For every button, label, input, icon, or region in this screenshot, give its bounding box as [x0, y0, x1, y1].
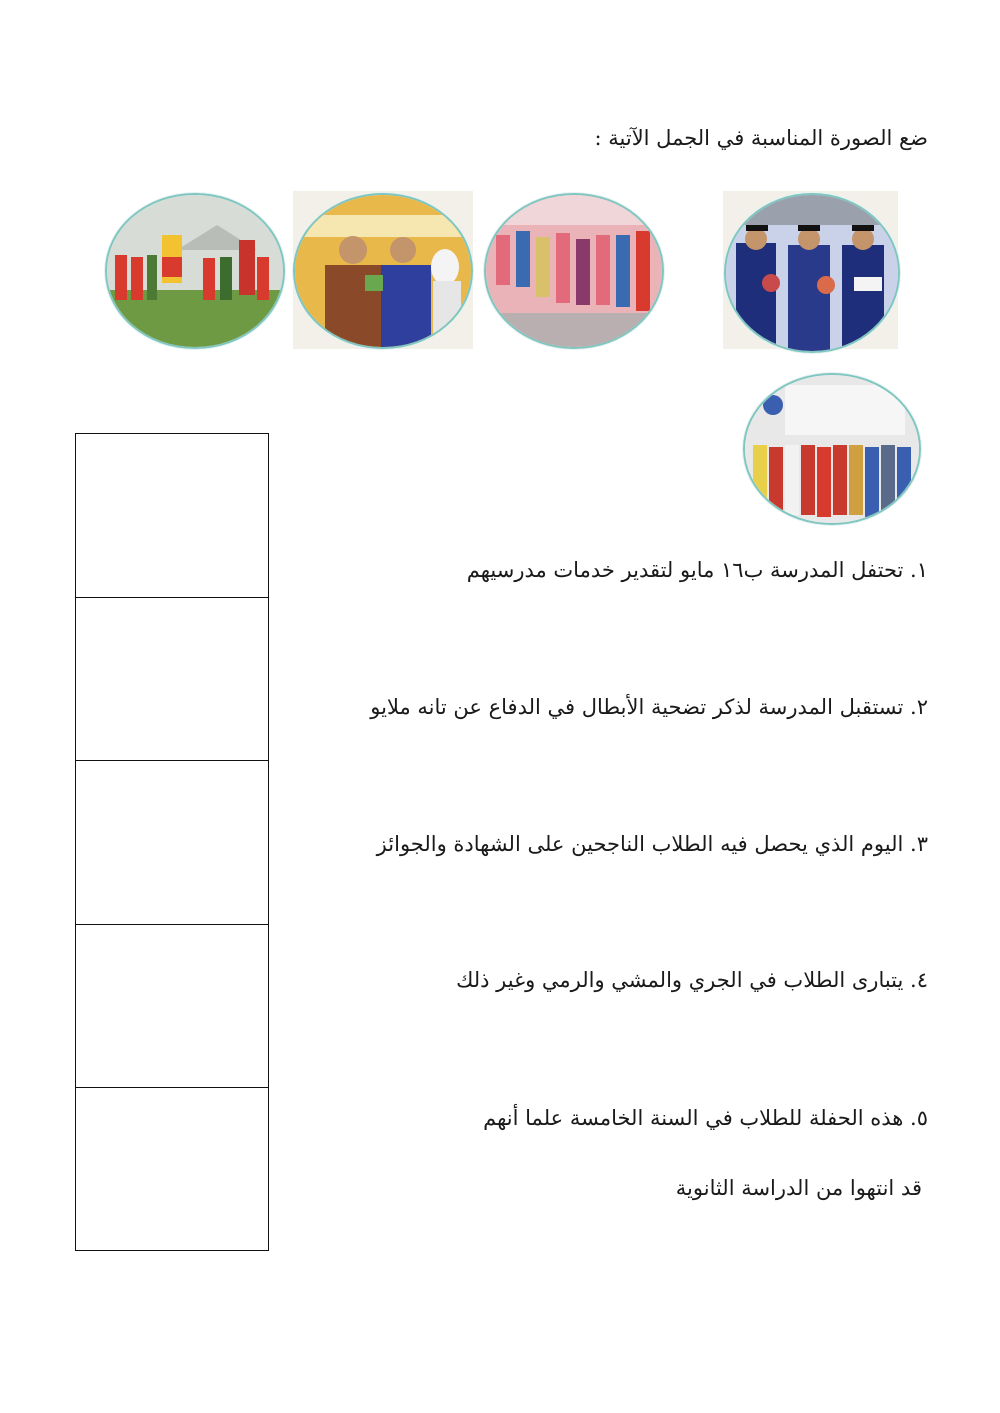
sports-day-illustration — [107, 195, 283, 347]
stage-group-illustration — [745, 375, 919, 523]
teacher-award-photo-icon[interactable] — [293, 193, 473, 349]
sentence-3: ٣. اليوم الذي يحصل فيه الطلاب الناجحين على الشهادة والجوائز — [376, 832, 928, 856]
sentence-5: ٥. هذه الحفلة للطلاب في السنة الخامسة علما أنهم — [483, 1106, 928, 1130]
sentence-4: ٤. يتبارى الطلاب في الجري والمشي والرمي وغير ذلك — [456, 968, 928, 992]
cultural-parade-photo-icon[interactable] — [484, 193, 664, 349]
answer-boxes — [75, 433, 269, 1251]
answer-box-5[interactable] — [76, 1088, 268, 1252]
graduation-illustration — [726, 195, 898, 351]
answer-box-2[interactable] — [76, 598, 268, 762]
sentence-5-continued: قد انتهوا من الدراسة الثانوية — [675, 1176, 922, 1200]
answer-box-3[interactable] — [76, 761, 268, 925]
graduation-photo-icon[interactable] — [724, 193, 900, 353]
sentence-1: ١. تحتفل المدرسة ب١٦ مايو لتقدير خدمات مدرسيهم — [466, 558, 928, 582]
answer-box-1[interactable] — [76, 434, 268, 598]
teacher-award-illustration — [295, 195, 471, 347]
sentence-2: ٢. تستقبل المدرسة لذكر تضحية الأبطال في الدفاع عن تانه ملايو — [370, 695, 928, 719]
instruction-text: ضع الصورة المناسبة في الجمل الآتية : — [594, 126, 928, 150]
sports-day-photo-icon[interactable] — [105, 193, 285, 349]
stage-group-photo-icon[interactable] — [743, 373, 921, 525]
answer-box-4[interactable] — [76, 925, 268, 1089]
cultural-parade-illustration — [486, 195, 662, 347]
